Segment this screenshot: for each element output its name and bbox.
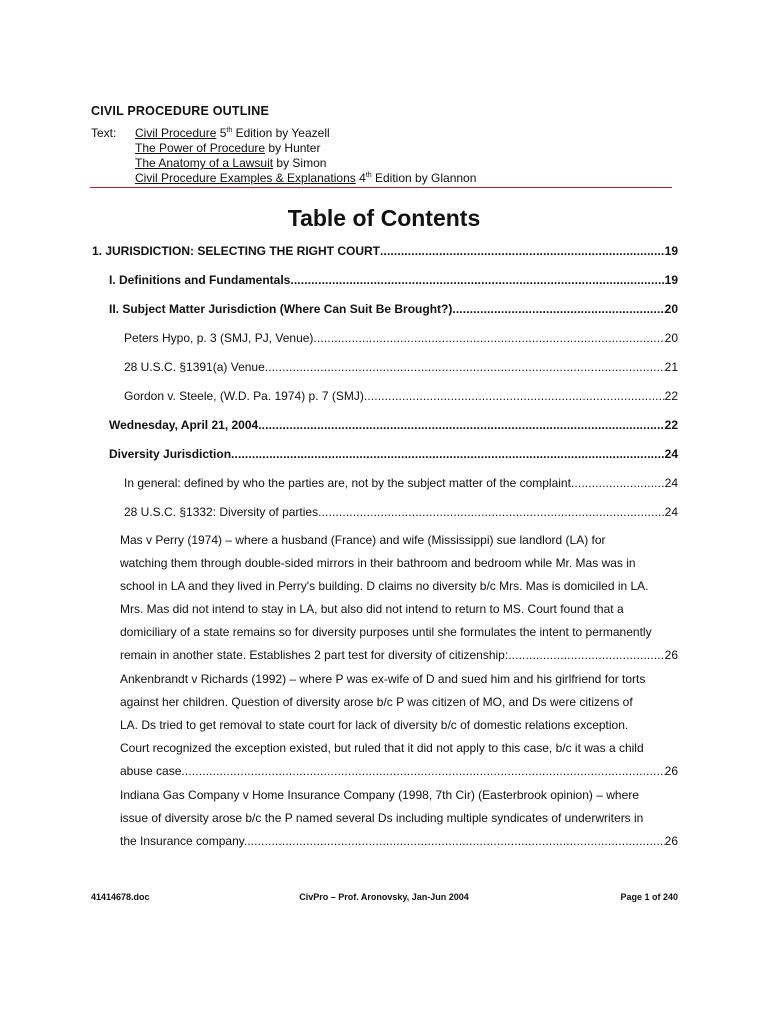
- textbook-item: The Anatomy of a Lawsuit by Simon: [135, 156, 327, 170]
- toc-entry-diversity[interactable]: Diversity Jurisdiction . . . 24: [109, 447, 678, 461]
- textbook-title: The Power of Procedure: [135, 141, 266, 155]
- toc-entry-jurisdiction[interactable]: 1. JURISDICTION: SELECTING THE RIGHT COURT . . . 19: [92, 244, 678, 258]
- toc-entry-ankenbrandt[interactable]: Ankenbrandt v Richards (1992) – where P was ex-wife of D and sued him and his girlfriend for torts against her children. Question of diversity arose b/c P was citizen of MO, and Ds were citizens of LA. Ds tried to get removal to state court for lack of diversity b/c of domestic relations exception. Court recognized the exception existed, but ruled that it did not apply to this case, b/c it was a child abuse case . . . 26: [120, 668, 678, 783]
- toc-entry-in-general[interactable]: In general: defined by who the parties are, not by the subject matter of the complaint . . . 24: [124, 476, 678, 490]
- textbook-item: Civil Procedure Examples & Explanations 4th Edition by Glannon: [135, 171, 477, 185]
- text-label: Text:: [91, 126, 117, 140]
- toc-entry-gordon-steele[interactable]: Gordon v. Steele, (W.D. Pa. 1974) p. 7 (SMJ) . . . 22: [124, 389, 678, 403]
- toc-entry-1332[interactable]: 28 U.S.C. §1332: Diversity of parties . . . 24: [124, 505, 678, 519]
- footer-page-number: Page 1 of 240: [620, 892, 678, 902]
- toc-entry-mas-v-perry[interactable]: Mas v Perry (1974) – where a husband (France) and wife (Mississippi) sue landlord (LA) for watching them through double-sided mirrors in their bathroom and bedroom while Mr. Mas was in school in LA and they lived in Perry's building. D claims no diversity b/c Mrs. Mas is domiciled in LA. Mrs. Mas did not intend to stay in LA, but also did not intend to return to MS. Court found that a domiciliary of a state remains so for diversity purposes until she formulates the intent to permanently remain in another state. Establishes 2 part test for diversity of citizenship: . . . 26: [120, 529, 678, 667]
- textbook-item: Civil Procedure 5th Edition by Yeazell: [135, 126, 330, 140]
- toc-entry-venue[interactable]: 28 U.S.C. §1391(a) Venue . . . 21: [124, 360, 678, 374]
- textbook-item: The Power of Procedure by Hunter: [135, 141, 321, 155]
- textbook-title: The Anatomy of a Lawsuit: [135, 156, 274, 170]
- toc-entry-indiana-gas[interactable]: Indiana Gas Company v Home Insurance Company (1998, 7th Cir) (Easterbrook opinion) – where issue of diversity arose b/c the P named several Ds including multiple syndicates of underwriters in the Insurance company. . . . 26: [120, 784, 678, 853]
- toc-entry-definitions[interactable]: I. Definitions and Fundamentals . . . 19: [109, 273, 678, 287]
- header-divider: [90, 187, 672, 188]
- textbook-title: Civil Procedure: [135, 126, 217, 140]
- toc-title: Table of Contents: [287, 205, 481, 231]
- outline-title: CIVIL PROCEDURE OUTLINE: [91, 104, 269, 118]
- toc-entry-subject-matter[interactable]: II. Subject Matter Jurisdiction (Where Can Suit Be Brought?) . . . 20: [109, 302, 678, 316]
- footer-course: CivPro – Prof. Aronovsky, Jan-Jun 2004: [299, 892, 469, 902]
- textbook-title: Civil Procedure Examples & Explanations: [135, 171, 356, 185]
- toc-entry-wednesday[interactable]: Wednesday, April 21, 2004 . . . 22: [109, 418, 678, 432]
- footer-filename: 41414678.doc: [91, 892, 150, 902]
- toc-entry-peters-hypo[interactable]: Peters Hypo, p. 3 (SMJ, PJ, Venue) . . . 20: [124, 331, 678, 345]
